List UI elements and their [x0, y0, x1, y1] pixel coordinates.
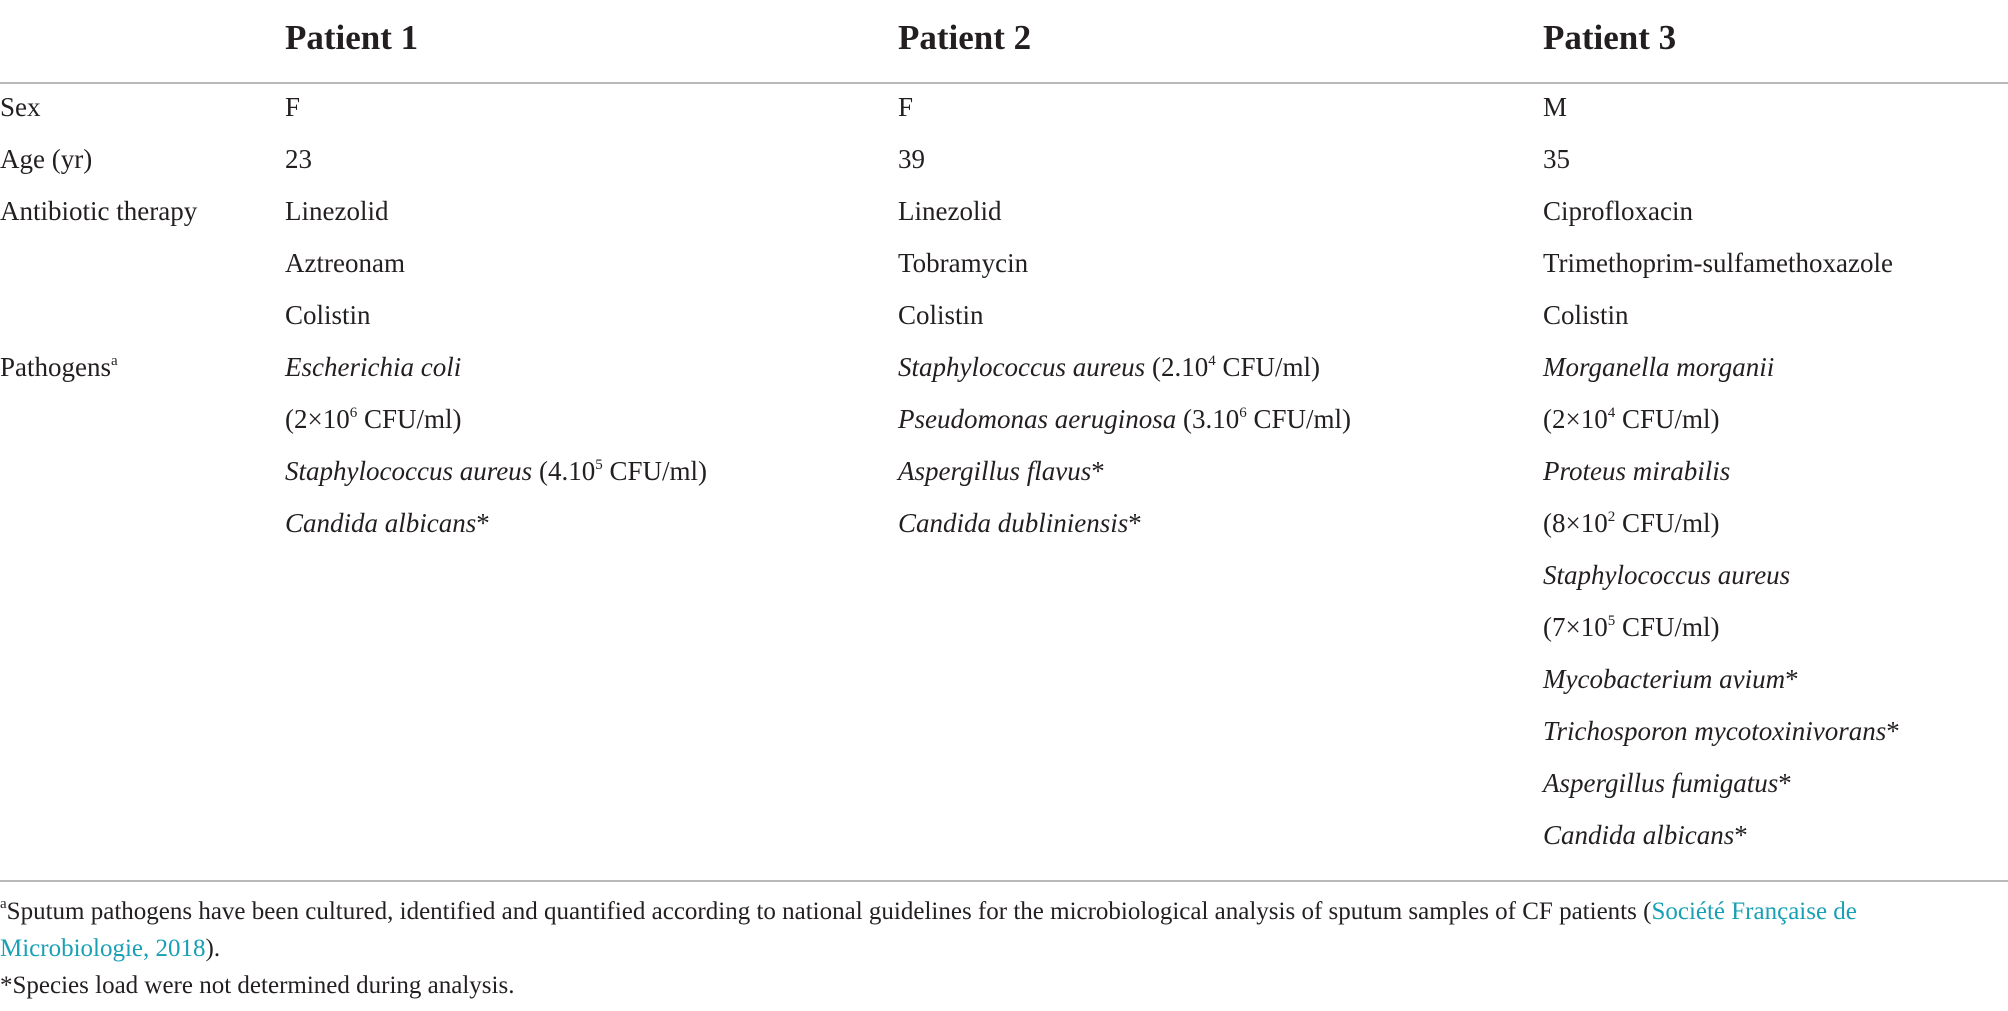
load-text: (8×10 — [1543, 508, 1608, 538]
list-item: Trimethoprim-sulfamethoxazole — [1543, 248, 1893, 278]
load-text: (4.10 — [532, 456, 596, 486]
citation-link[interactable]: Société Française de Microbiologie, 2018 — [0, 898, 1857, 962]
table-bottom-rule — [0, 880, 2008, 882]
cell-antibiotic-patient-1 — [285, 185, 405, 341]
asterisk-mark: * — [1128, 508, 1142, 538]
list-item: Staphylococcus aureus — [1543, 560, 1791, 590]
load-unit: CFU/ml) — [1246, 404, 1352, 434]
footnote-star: *Species load were not determined during analysis. — [0, 972, 515, 999]
asterisk-mark: * — [1886, 716, 1900, 746]
column-header-patient-1: Patient 1 — [285, 18, 419, 57]
exponent: 5 — [595, 457, 603, 473]
species-name: Candida dubliniensis — [898, 508, 1129, 538]
asterisk-mark: * — [1734, 820, 1748, 850]
exponent: 2 — [1607, 509, 1616, 525]
list-item: Colistin — [285, 300, 371, 330]
asterisk-mark: * — [1778, 768, 1792, 798]
list-item: Ciprofloxacin — [1543, 196, 1693, 226]
cell-age-patient-3: 35 — [1543, 144, 1570, 174]
asterisk-mark: * — [476, 508, 490, 538]
load-unit: CFU/ml) — [1615, 612, 1720, 642]
table-header-row — [0, 0, 2008, 84]
cell-sex-patient-3: M — [1543, 92, 1568, 122]
species-name: Mycobacterium avium — [1543, 664, 1786, 694]
list-item: Linezolid — [285, 196, 389, 226]
load-unit: CFU/ml) — [1615, 508, 1720, 538]
list-item: Tobramycin — [898, 248, 1029, 278]
cell-pathogens-patient-2 — [898, 341, 1351, 549]
list-item — [1543, 653, 1900, 705]
list-item: Colistin — [1543, 300, 1629, 330]
load-unit: CFU/ml) — [602, 456, 707, 486]
exponent: 6 — [1239, 405, 1247, 421]
species-name: Trichosporon mycotoxinivorans — [1543, 716, 1887, 746]
footnote-marker-a: a — [111, 353, 118, 369]
load-text: (2.10 — [1145, 352, 1209, 382]
list-item — [898, 341, 1351, 393]
load-unit: CFU/ml) — [357, 404, 462, 434]
list-item — [285, 497, 707, 549]
row-label-antibiotic-therapy: Antibiotic therapy — [0, 196, 198, 226]
load-text: (2×10 — [285, 404, 350, 434]
cell-age-patient-2: 39 — [898, 144, 925, 174]
list-item: Morganella morganii — [1543, 352, 1775, 382]
row-label-sex: Sex — [0, 92, 41, 122]
list-item: Colistin — [898, 300, 984, 330]
pathogens-label-text: Pathogens — [0, 352, 111, 382]
species-name: Staphylococcus aureus — [285, 456, 533, 486]
exponent: 5 — [1607, 613, 1616, 629]
species-name: Aspergillus flavus — [898, 456, 1092, 486]
cell-sex-patient-2: F — [898, 92, 914, 122]
list-item — [1543, 601, 1900, 653]
species-name: Aspergillus fumigatus — [1543, 768, 1779, 798]
exponent: 4 — [1607, 405, 1616, 421]
list-item: Linezolid — [898, 196, 1002, 226]
exponent: 6 — [349, 405, 358, 421]
list-item — [285, 393, 707, 445]
asterisk-mark: * — [1785, 664, 1799, 694]
list-item — [1543, 757, 1900, 809]
exponent: 4 — [1208, 353, 1216, 369]
cell-pathogens-patient-1 — [285, 341, 707, 549]
species-name: Staphylococcus aureus — [898, 352, 1146, 382]
column-header-patient-3: Patient 3 — [1543, 18, 1677, 57]
cell-age-patient-1: 23 — [285, 144, 312, 174]
species-name: Candida albicans — [285, 508, 477, 538]
footnote-a-text: Sputum pathogens have been cultured, identified and quantified according to national guidelines for the microbiological analysis of sputum samples of CF patients ( — [6, 898, 1652, 925]
footnote-a — [0, 893, 2004, 967]
list-item — [285, 445, 707, 497]
cell-antibiotic-patient-2 — [898, 185, 1028, 341]
footnote-marker-a: a — [0, 896, 7, 912]
load-text: (3.10 — [1176, 404, 1240, 434]
list-item: Escherichia coli — [285, 352, 462, 382]
column-header-patient-2: Patient 2 — [898, 18, 1032, 57]
asterisk-mark: * — [1091, 456, 1105, 486]
list-item — [1543, 497, 1900, 549]
cell-pathogens-patient-3 — [1543, 341, 1900, 861]
row-label-pathogens — [0, 341, 118, 393]
list-item — [1543, 705, 1900, 757]
row-label-age: Age (yr) — [0, 144, 93, 174]
list-item — [1543, 393, 1900, 445]
load-text: (2×10 — [1543, 404, 1608, 434]
cell-antibiotic-patient-3 — [1543, 185, 1893, 341]
list-item — [898, 393, 1351, 445]
list-item — [898, 445, 1351, 497]
table-footnotes — [0, 893, 2004, 1004]
species-name: Pseudomonas aeruginosa — [898, 404, 1177, 434]
cell-sex-patient-1: F — [285, 92, 301, 122]
list-item: Proteus mirabilis — [1543, 456, 1731, 486]
load-unit: CFU/ml) — [1215, 352, 1320, 382]
list-item: Aztreonam — [285, 248, 405, 278]
footnote-a-end: ). — [205, 935, 221, 962]
load-text: (7×10 — [1543, 612, 1608, 642]
species-name: Candida albicans — [1543, 820, 1735, 850]
list-item — [898, 497, 1351, 549]
list-item — [1543, 809, 1900, 861]
load-unit: CFU/ml) — [1615, 404, 1720, 434]
